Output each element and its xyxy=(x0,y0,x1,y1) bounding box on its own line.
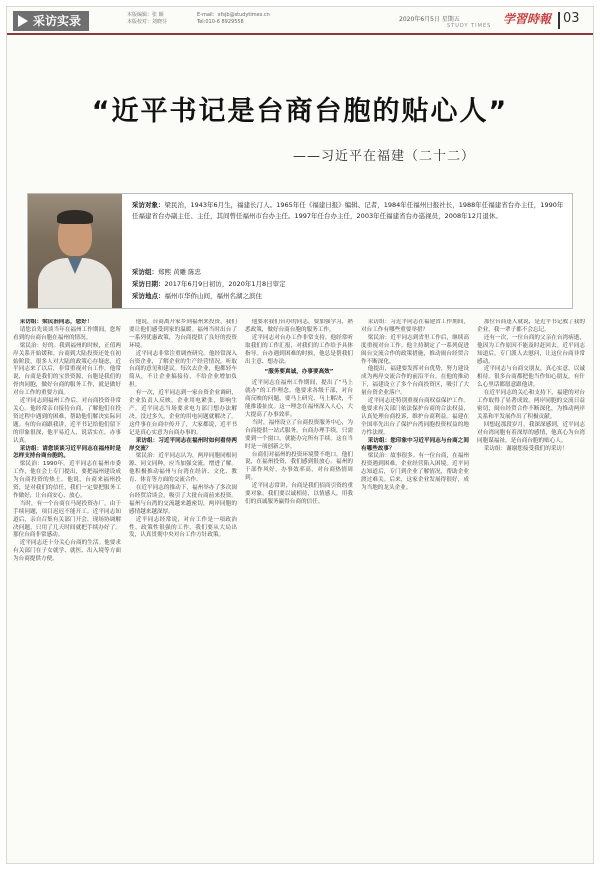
body-paragraph: 请您首先谈谈当年在福州工作期间，您所看到的台商台胞在福州的情况。 xyxy=(13,326,121,341)
interview-info-block xyxy=(27,193,573,309)
body-paragraph: 他提出，福建要发挥对台优势，努力建设成为两岸交流合作的前沿平台。在他的推动下，福建设立了多个台商投资区，吸引了大量台资企业落户。 xyxy=(361,366,469,397)
editor-line: 本版编辑：张 颖 xyxy=(127,12,164,18)
place-text: 福州市华侨山间，福州名湖之滨住 xyxy=(164,292,262,300)
interviewee-photo xyxy=(28,194,122,308)
body-paragraph: 当时，有一个台商在马尾投资办厂，由于手续问题，项目迟迟不能开工。近平同志知道后，亲自召集有关部门开会，现场协调解决问题，只用了几天时间就把手续办好了。那位台商非常感动。 xyxy=(13,500,121,539)
article-body xyxy=(13,319,587,859)
question-paragraph: 采访组：习近平同志在福州时如何看待两岸交流？ xyxy=(129,437,237,452)
article-subtitle: ——习近平在福建（二十二） xyxy=(293,149,476,164)
page-number: 03 xyxy=(563,11,580,26)
time-row xyxy=(132,280,286,289)
team-row xyxy=(132,268,201,277)
body-paragraph: 近平同志对台办工作非常支持。他经常听取我们的工作汇报，对我们的工作给予具体指导。台办遇到困难的时候，他总是帮我们出主意、想办法。 xyxy=(245,334,353,365)
subject-label: 采访对象： xyxy=(132,201,165,209)
subject-text: 梁民治，1943年6月生，福建长汀人。1965年任《福建日报》编辑、记者，1984年任福州日报社长，1988年任福建省台办主任，1990年任福建省台办副主任、主任，其间曾任福州市台办主任。1997年任台办主任，2003年任福建省台办巡视员，2008年12月退休。 xyxy=(132,201,564,220)
contact-line: Tel:010-6 8929558 xyxy=(197,19,244,25)
body-column-1 xyxy=(13,319,121,859)
body-paragraph: 近平同志与台商交朋友，真心实意，以诚相待。很多台商都把他当作知心朋友，有什么心里话都愿意跟他讲。 xyxy=(477,366,585,389)
body-paragraph: 梁民治：好的。我到福州的时候，正值两岸关系开始缓和。台商到大陆投资还处在初始阶段，很多人对大陆的政策心存疑虑，近平同志来了以后，非常重视对台工作。他常说，台商是我们的宝贵资源，台胞是我们的骨肉同胞，做好台商的服务工作，就是做好对台工作的重要方面。 xyxy=(13,342,121,397)
body-paragraph: 回想起那段岁月，我深深感到，近平同志对台湾同胞有着深厚的感情，他真心为台湾同胞谋福祉，是台商台胞的贴心人。 xyxy=(477,421,585,444)
question-paragraph: 采访组：梁民治同志，您好！ xyxy=(19,319,93,325)
body-paragraph: 梁民治：故事很多。有一位台商，在福州投资遇到困难，企业经营陷入困境。近平同志知道后，专门到企业了解情况，帮助企业渡过难关。后来，这家企业发展得很好，成为当地的龙头企业。 xyxy=(361,453,469,492)
body-paragraph: 那位台商逢人就说，是近平书记救了我的企业，我一辈子都不会忘记。 xyxy=(477,319,585,333)
body-paragraph: 梁民治：近平同志认为，两岸同胞同根同源、同文同种，应当加强交流，增进了解。他积极推动福州与台湾在经济、文化、教育、体育等方面的交流合作。 xyxy=(129,453,237,484)
body-paragraph: 近平同志非常注重调查研究。他经常深入台资企业，了解企业的生产经营情况，听取台商的意见和建议。每次去企业，他都轻车简从，不让企业搞接待，不给企业增加负担。 xyxy=(129,350,237,389)
body-paragraph: 采访组：谢谢您接受我们的采访！ xyxy=(483,445,568,452)
body-paragraph: 梁民治：近平同志到省里工作后，继续高度重视对台工作。他主持制定了一系列促进闽台交流合作的政策措施，推动闽台经贸合作不断深化。 xyxy=(361,334,469,365)
body-paragraph: 近平同志经常说，对台工作是一项政治性、政策性很强的工作，我们要从大局出发，认真贯彻中央对台工作方针政策。 xyxy=(129,516,237,539)
body-paragraph: 在近平同志的关心和支持下，福建的对台工作取得了显著成效。两岸同胞的交流日益密切，闽台经贸合作不断深化，为推动两岸关系和平发展作出了积极贡献。 xyxy=(477,390,585,420)
article-title: “近平书记是台商台胞的贴心人” xyxy=(91,96,509,127)
page-header xyxy=(7,7,593,35)
photo-hair xyxy=(57,210,93,224)
paper-name: 学習時報 xyxy=(503,12,552,26)
section-heading: “服务要真诚，办事要高效” xyxy=(264,369,334,376)
body-paragraph: 近平同志在福州工作期间，提出了“马上就办”的工作理念。他要求各级干部，对台商反映的问题，要马上研究、马上解决，不能推诿扯皮。这一理念在福州深入人心，大大提高了办事效率。 xyxy=(245,380,353,418)
team-label: 采访组： xyxy=(132,268,158,276)
body-paragraph: 近平同志还特别重视台商权益保护工作。他要求有关部门依法保护台商的合法权益，认真处理台商投诉，维护台商利益。福建在全国率先出台了保护台湾同胞投资权益的地方性法规。 xyxy=(361,398,469,436)
paper-subtitle: STUDY TIMES xyxy=(447,23,492,29)
place-row xyxy=(132,292,262,301)
contact-info xyxy=(197,12,270,26)
body-column-5 xyxy=(477,319,585,859)
body-paragraph: 近平同志还十分关心台商的生活。他要求有关部门在子女就学、就医、出入境等方面为台商提供方便。 xyxy=(13,540,121,563)
contact-line: E-mail：xfsjb@studytimes.cn xyxy=(197,12,270,18)
editor-line: 本版校对：刘晓芬 xyxy=(127,19,168,25)
time-text: 2017年6月9日初访，2020年1月8日审定 xyxy=(164,280,286,288)
interviewee-bio xyxy=(132,200,568,221)
question-paragraph: 采访组：请您谈谈习近平同志在福州时是怎样支持台商台胞的。 xyxy=(13,445,121,460)
body-paragraph: 还有一次，一位台商的父亲在台湾病逝，他因为工作原因不能及时赶回去。近平同志知道后，专门派人去慰问，让这位台商非常感动。 xyxy=(477,334,585,365)
editor-info xyxy=(127,12,167,26)
body-paragraph: 当时，福州设立了台商投资服务中心，为台商提供一站式服务。台商办理手续，只需要到一个窗口，就能办完所有手续。这在当时是一项创新之举。 xyxy=(245,419,353,450)
body-paragraph: 有一次，近平同志到一家台资企业调研，企业负责人反映，企业用电紧张，影响生产。近平同志当场要求电力部门想办法解决。没过多久，企业的用电问题就解决了。这件事在台商中传开了，大家都说，近平书记是真心实意为台商办事的。 xyxy=(129,390,237,436)
body-paragraph: 在近平同志的推动下，福州举办了多次闽台经贸洽谈会，吸引了大批台商前来投资。福州与台湾的交流越来越密切，两岸同胞的感情越来越深厚。 xyxy=(129,485,237,515)
body-paragraph: 采访组：习近平同志在福建省工作期间，对台工作有哪些重要举措？ xyxy=(361,319,469,333)
question-paragraph: 采访组：您印象中习近平同志与台商之间有哪些故事？ xyxy=(361,437,469,452)
body-column-2 xyxy=(129,319,237,859)
body-paragraph: 他要求我们台办的同志，要加强学习，熟悉政策，做好台商台胞的服务工作。 xyxy=(245,319,353,333)
body-paragraph: 他说，台商离开家乡到福州来投资，我们要让他们感受到家的温暖。福州当时出台了一系列优惠政策，为台商提供了良好的投资环境。 xyxy=(129,319,237,349)
place-label: 采访地点： xyxy=(132,292,165,300)
body-paragraph: 梁民治：1990年，近平同志在福州市委工作，他在会上专门提出，要把福州建设成为台商投资的热土。他说，台商来福州投资，是对我们的信任，我们一定要把服务工作做好，让台商安心、放心。 xyxy=(13,461,121,499)
body-paragraph: 近平同志常讲，台商是我们招商引资的重要对象，我们要以诚相待，以情感人，用我们的真诚服务赢得台商的信任。 xyxy=(245,483,353,505)
body-column-4 xyxy=(361,319,469,859)
issue-date: 2020年6月5日 星期五 xyxy=(399,16,460,23)
team-text: 郑熙 黄雕 陈忠 xyxy=(158,268,202,276)
body-paragraph: 台商们对福州的投资环境赞不绝口。他们说，在福州投资，我们感到很放心。福州的干部作风好，办事效率高，对台商热情周到。 xyxy=(245,451,353,482)
body-column-3 xyxy=(245,319,353,859)
time-label: 采访日期： xyxy=(132,280,165,288)
column-tag: 采访实录 xyxy=(13,11,89,31)
page-divider xyxy=(558,12,560,29)
newspaper-page xyxy=(6,6,594,864)
body-paragraph: 近平同志到福州工作后，对台商投资非常关心。他经常亲自接待台商，了解他们在投资过程中遇到的困难，帮助他们解决实际问题。有的台商跟我讲，近平书记给他们留下的印象很深，他平易近人，说话实在，办事认真。 xyxy=(13,398,121,444)
